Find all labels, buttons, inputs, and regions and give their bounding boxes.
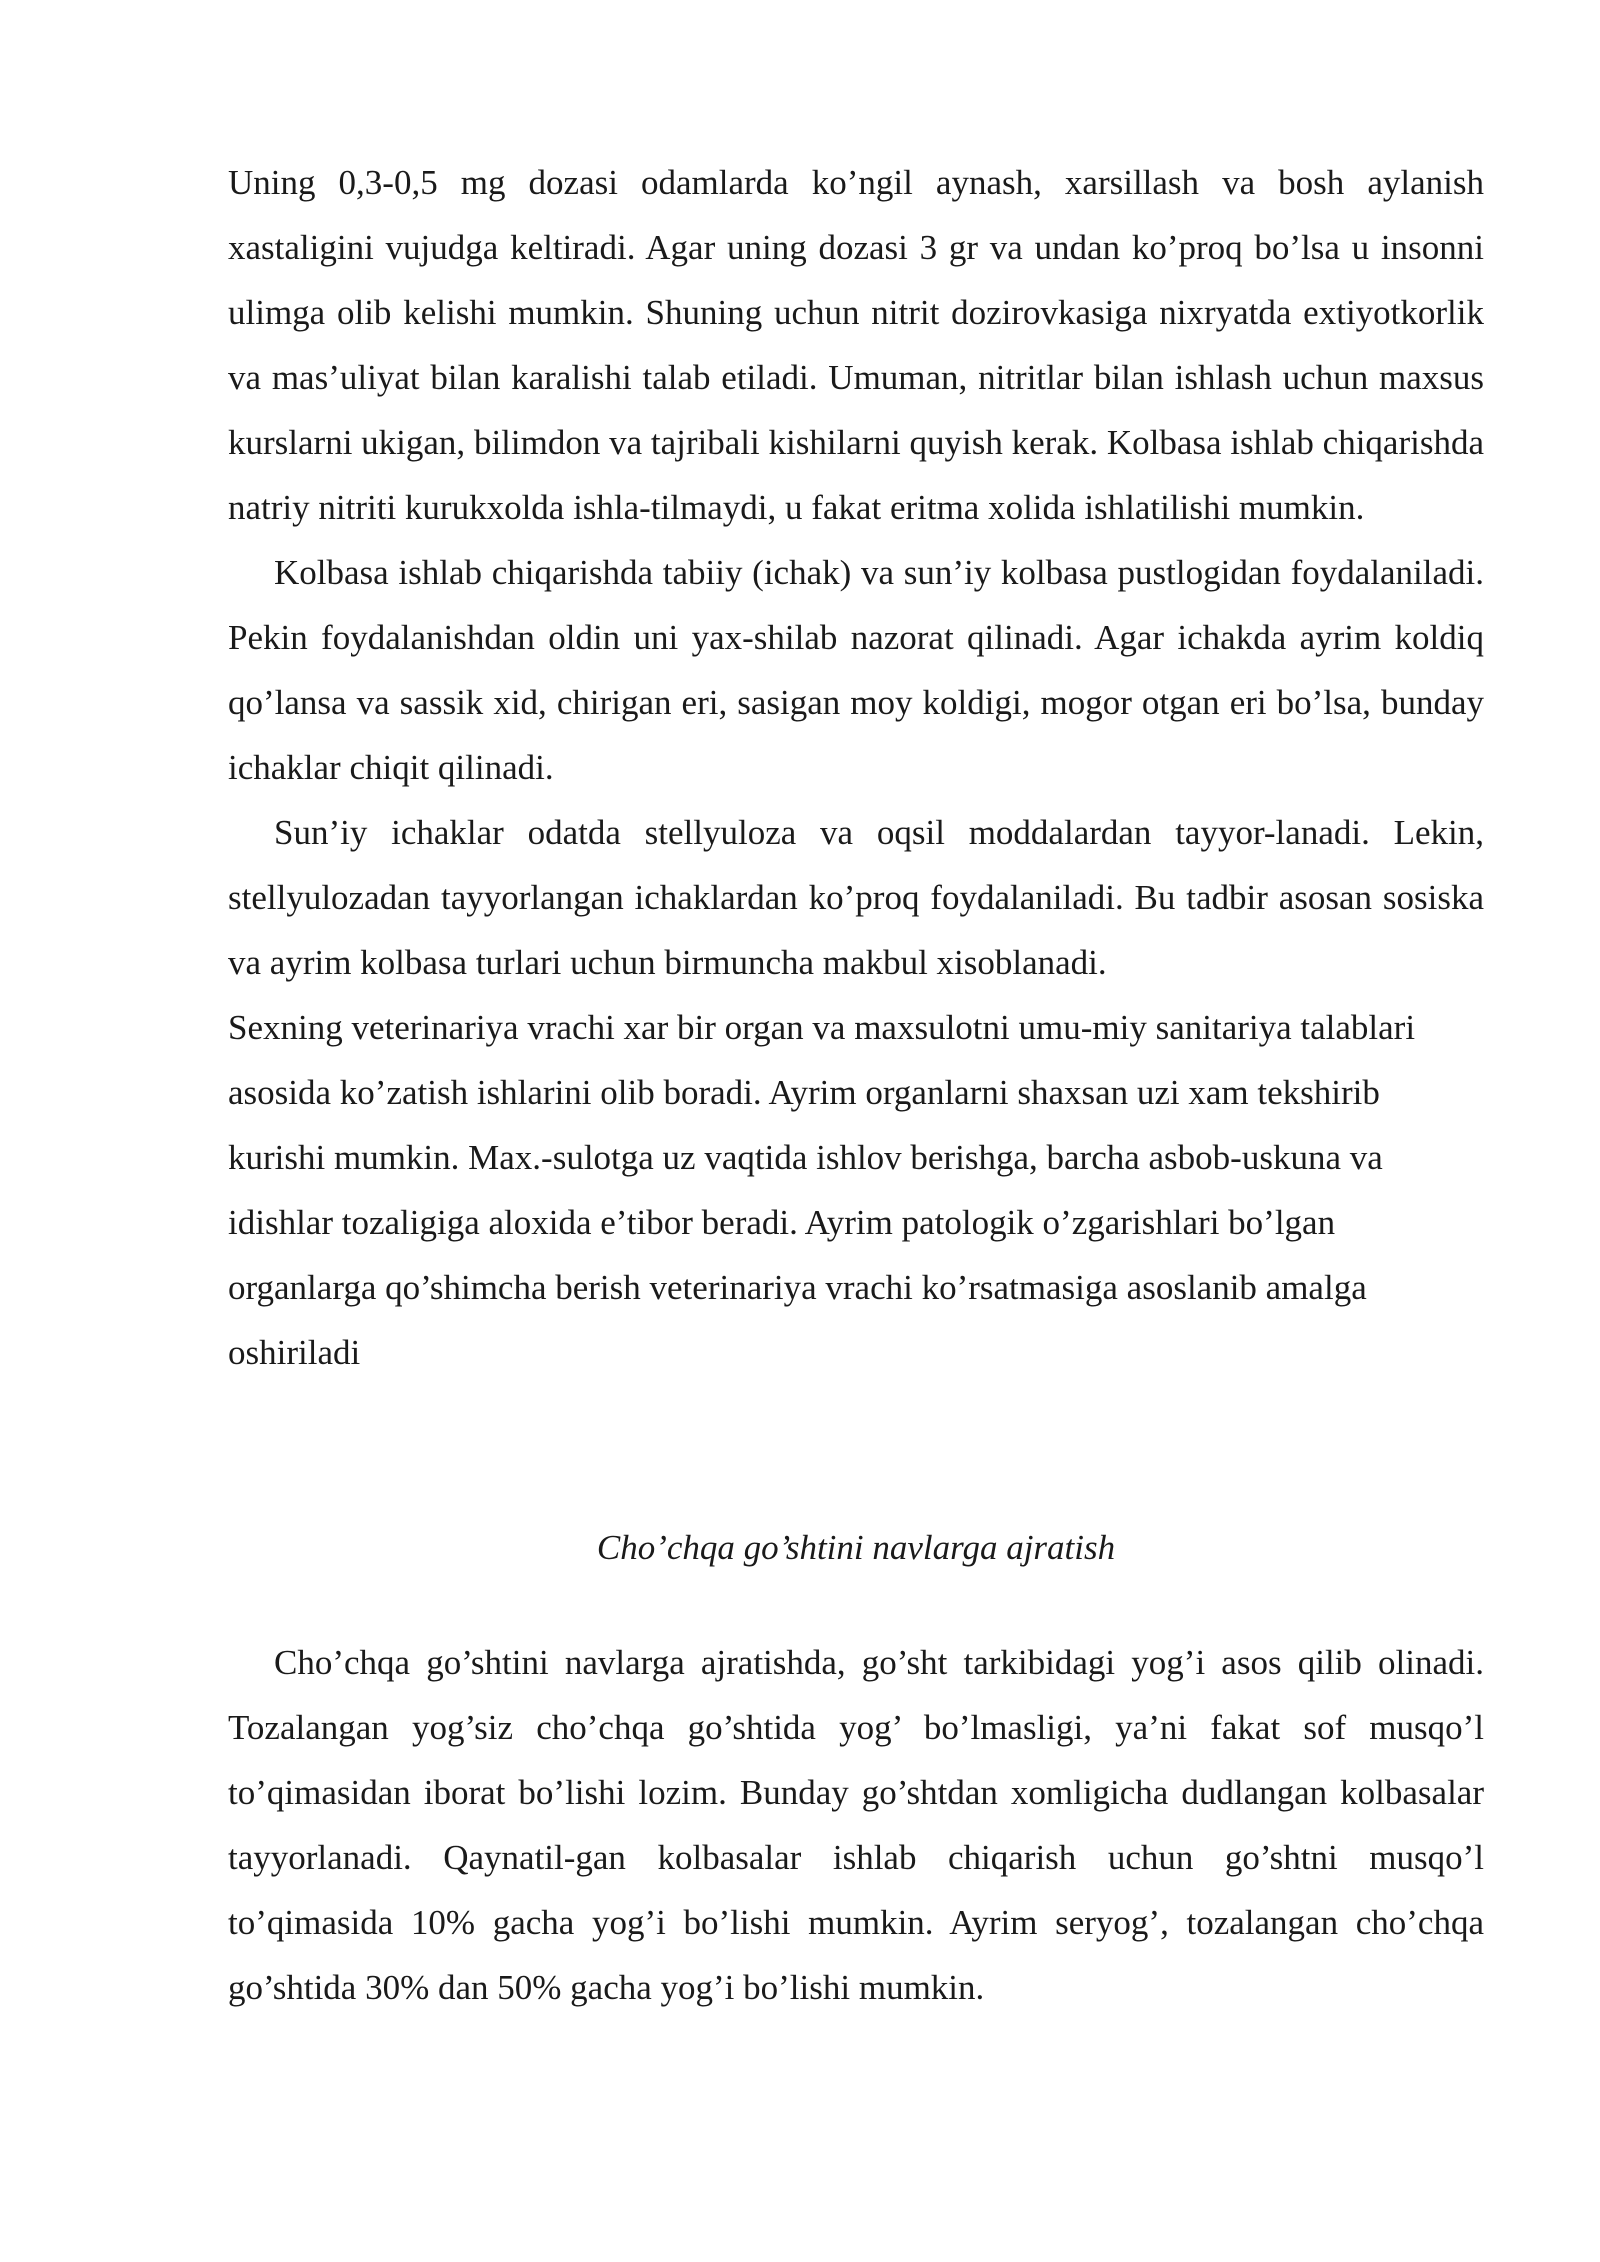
paragraph-sausage-casings: Kolbasa ishlab chiqarishda tabiiy (ichak) va sun’iy kolbasa pustlogidan foydalaniladi. Pekin foydalanishdan oldin uni yax-shilab nazorat qilinadi. Agar ichakda ayrim koldiq qo’lansa va sassik xid, chirigan eri, sasigan moy koldigi, mogor otgan eri bo’lsa, bunday ichaklar chiqit qilinadi. [228,553,1484,787]
paragraph-veterinary-inspection: Sexning veterinariya vrachi xar bir organ va maxsulotni umu-miy sanitariya talablari asosida ko’zatish ishlarini olib boradi. Ayrim organlarni shaxsan uzi xam tekshirib kurishi mumkin. Max.-sulotga uz vaqtida ishlov berishga, barcha asbob-uskuna va idishlar tozaligiga aloxida e’tibor beradi. Ayrim patologik o’zgarishlari bo’lgan organlarga qo’shimcha berish veterinariya vrachi ko’rsatmasiga asoslanib amalga oshiriladi [228,1008,1416,1372]
section-heading: Cho’chqa go’shtini navlarga ajratish [596,1528,1116,1567]
paragraph-artificial-casings: Sun’iy ichaklar odatda stellyuloza va oqsil moddalardan tayyor-lanadi. Lekin, stellyulozadan tayyorlangan ichaklardan ko’proq foydalaniladi. Bu tadbir asosan sosiska va ayrim kolbasa turlari uchun birmuncha makbul xisoblanadi. [228,813,1484,982]
paragraph-pork-grading: Cho’chqa go’shtini navlarga ajratishda, go’sht tarkibidagi yog’i asos qilib olinadi. Tozalangan yog’siz cho’chqa go’shtida yog’ bo’lmasligi, ya’ni fakat sof musqo’l to’qimasidan iborat bo’lishi lozim. Bunday go’shtdan xomligicha dudlangan kolbasalar tayyorlanadi. Qaynatil-gan kolbasalar ishlab chiqarish uchun go’shtni musqo’l to’qimasida 10% gacha yog’i bo’lishi mumkin. Ayrim seryog’, tozalangan cho’chqa go’shtida 30% dan 50% gacha yog’i bo’lishi mumkin. [228,1643,1484,2007]
document-page [228,150,1484,2020]
paragraph-nitrite-dosage: Uning 0,3-0,5 mg dozasi odamlarda ko’ngil aynash, xarsillash va bosh aylanish xastaligini vujudga keltiradi. Agar uning dozasi 3 gr va undan ko’proq bo’lsa u insonni ulimga olib kelishi mumkin. Shuning uchun nitrit dozirovkasiga nixryatda extiyotkorlik va mas’uliyat bilan karalishi talab etiladi. Umuman, nitritlar bilan ishlash uchun maxsus kurslarni ukigan, bilimdon va tajribali kishilarni quyish kerak. Kolbasa ishlab chiqarishda natriy nitriti kurukxolda ishla-tilmaydi, u fakat eritma xolida ishlatilishi mumkin. [228,163,1484,527]
